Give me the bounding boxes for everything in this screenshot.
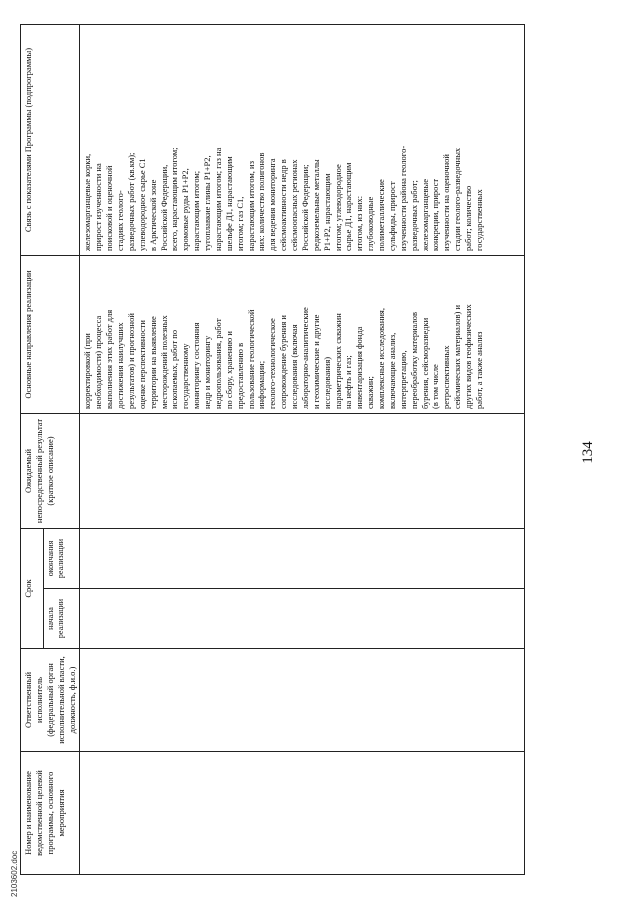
header-term-end: окончания реализации [43,529,80,589]
cell-term-end [80,529,525,589]
cell-main-directions: корректировкой (при необходимости) процесса выполнения этих работ для достижения наилучших результатов) и прогнозной оценке перспективности территории на выявление месторождений полезных ископаемых, работ по государственному мониторингу состояния недр и мониторингу недропользования, работ по сбору, хранению и предоставлению в пользование геологической информации; геолого-технологическое сопровождение бурения и исследования (включая лабораторно-аналитические и геохимические и другие исследования) параметрических скважин на нефть и газ; инвентаризация фонда скважин; комплексные исследования, включающие анализ, интерпретацию, переобработку материалов бурения, сейсморазведки (в том числе ретроспективных сейсмических материалов) и других видов геофизических работ, а также анализ [80,256,525,414]
header-indicators-link: Связь с показателями Программы (подпрограммы) [21,25,80,256]
page-number: 134 [580,441,596,464]
header-expected-result: Ожидаемый непосредственный результат (краткое описание) [21,414,80,529]
header-term-start: начала реализации [43,589,80,649]
table-row [80,25,525,875]
cell-term-start [80,589,525,649]
cell-indicators-link: железомарганцевые корки, прирост изученности на поисковой и оценочной стадиях геолого- разведочных работ (кв.км); углеводородное сырье С1 в Арктической зоне Российской Федерации, всего, нарастающим итогом; хромовые руды Р1+Р2, нарастающим итогом; тугоплавкие глины Р1+Р2, нарастающим итогом; газ на шельфе Д1, нарастающим итогом; газ С1, нарастающим итогом, из них: количество полигонов для ведения мониторинга сейсмоактивности недр в сейсмоопасных регионах Российской Федерации; редкоземельные металлы Р1+Р2, нарастающим итогом; углеводородное сырье Д1, нарастающим итогом, из них: глубоководные полиметаллические сульфиды, прирост изученности района геолого- разведочных работ; железомарганцевые конкреции, прирост изученности на оценочной стадии геолого-разведочных работ; количество государственных [80,25,525,256]
header-program-name: Номер и наименование ведомственной целевой программы, основного мероприятия [21,752,80,875]
cell-program-name [80,752,525,875]
cell-expected-result [80,414,525,529]
document-id: 2103602.doc [10,850,19,897]
header-term: Срок [21,529,44,649]
program-table [20,24,525,875]
cell-executor [80,649,525,752]
header-row-1 [21,25,44,875]
header-main-directions: Основные направления реализации [21,256,80,414]
header-executor: Ответственный исполнитель (федеральный орган исполнительной власти, должность, ф.и.о.) [21,649,80,752]
